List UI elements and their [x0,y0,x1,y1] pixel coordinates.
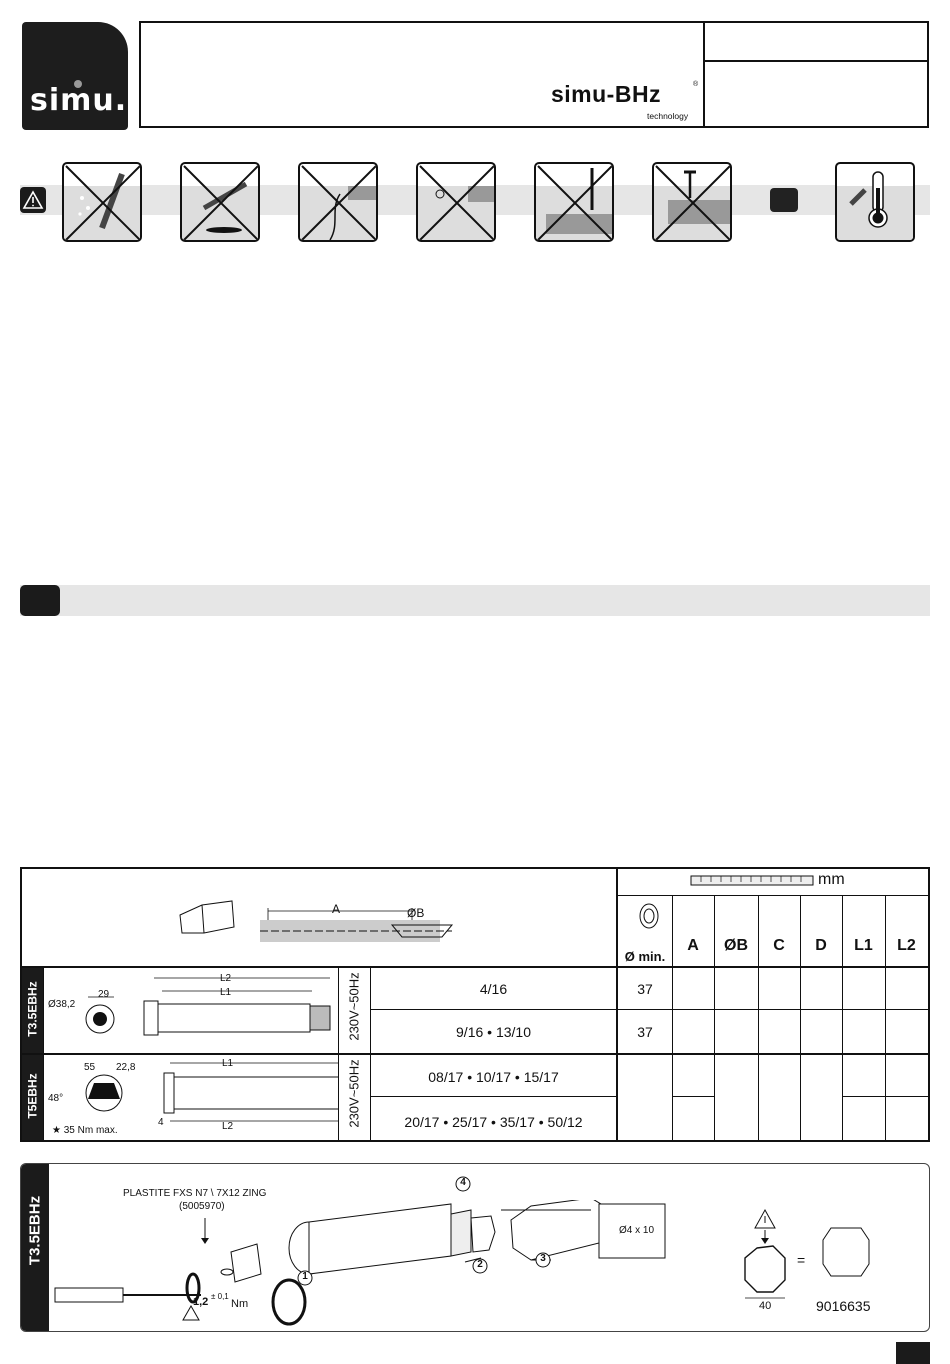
t5-torque-note: ★ 35 Nm max. [52,1125,118,1136]
temperature-icon [835,162,915,242]
simu-logo [22,22,128,130]
col-header-d: D [815,937,827,954]
unit-label: mm [818,871,845,888]
section-band [20,585,930,616]
screw-reference: (5005970) [179,1201,225,1212]
col-header-a: A [687,937,699,954]
step-3-label: 3 [540,1253,546,1264]
simu-bhz-logo [551,81,701,121]
t35-row2-torque: 9/16 • 13/10 [456,1024,531,1040]
model-name-t5: T5EBHz [25,1073,40,1119]
t5-row2-torque: 20/17 • 25/17 • 35/17 • 50/12 [404,1114,583,1130]
t35-diameter: Ø38,2 [48,999,76,1010]
col-header-l2: L2 [897,937,916,954]
no-immersion-icon [62,162,142,242]
page-corner-tab [896,1342,930,1364]
model-name-t35: T3.5EBHz [25,981,40,1037]
ruler-icon [690,874,816,888]
torque-tolerance: ± 0,1 [211,1292,229,1301]
no-carry-by-cable-icon [298,162,378,242]
tube-diameter-icon [636,901,662,935]
warning-badge [20,187,46,213]
t35-dimension-drawing [44,969,338,1053]
section-badge-small [770,188,798,212]
t5-l1: L1 [222,1058,234,1069]
model-tab-t35 [22,968,43,1053]
title-divider-vertical [703,23,705,126]
step-2-label: 2 [477,1259,483,1270]
equals-sign: = [797,1252,806,1268]
dim-label-b: ØB [407,906,425,920]
t5-offset: 22,8 [116,1062,136,1073]
rivet-label: Ø4 x 10 [619,1225,655,1236]
step-4-label: 4 [460,1177,466,1188]
t5-row1-torque: 08/17 • 10/17 • 15/17 [428,1069,559,1085]
t35-width: 29 [98,989,110,1000]
col-header-b: ØB [724,937,748,954]
t35-voltage: 230V~50Hz [346,972,362,1041]
t35-row1-torque: 4/16 [479,981,508,997]
install-model-name: T3.5EBHz [26,1195,44,1266]
torque-value: 1,2 [193,1296,209,1308]
no-pinch-icon [416,162,496,242]
title-divider-horizontal [705,60,929,62]
step-1-label: 1 [302,1271,308,1282]
spec-table [20,867,930,1142]
tube-size-label: 40 [759,1300,772,1312]
title-frame [139,21,929,128]
col-header-c: C [773,937,785,954]
no-drill-icon [534,162,614,242]
bhz-logo-text: simu-BHz [551,81,662,107]
tube-drawing [172,875,472,961]
col-header-l1: L1 [854,937,873,954]
t35-l1: L1 [220,987,232,998]
section-badge [20,585,60,616]
t5-depth: 4 [158,1117,164,1128]
warning-triangle-icon [20,187,46,213]
no-drop-icon [180,162,260,242]
col-header-dmin: Ø min. [624,949,666,964]
t5-l2: L2 [222,1121,234,1132]
t5-voltage: 230V~50Hz [346,1059,362,1128]
t35-l2: L2 [220,973,232,984]
no-screw-icon [652,162,732,242]
t5-angle: 48° [48,1093,64,1104]
t35-row1-dmin: 37 [637,981,653,997]
dim-label-a: A [332,902,341,916]
assembly-drawing [51,1200,771,1332]
bhz-logo-reg: ® [693,81,699,88]
torque-unit: Nm [231,1298,249,1310]
adapter-reference: 9016635 [816,1298,871,1314]
screw-label: PLASTITE FXS N7 \ 7X12 ZING [123,1188,267,1199]
bhz-logo-sub: technology [647,111,689,121]
logo-wordmark: simu. [30,83,128,118]
install-model-tab [21,1164,49,1331]
installation-panel [20,1163,930,1332]
t35-row2-dmin: 37 [637,1024,653,1040]
model-tab-t5 [22,1055,43,1140]
t5-width: 55 [84,1062,96,1073]
